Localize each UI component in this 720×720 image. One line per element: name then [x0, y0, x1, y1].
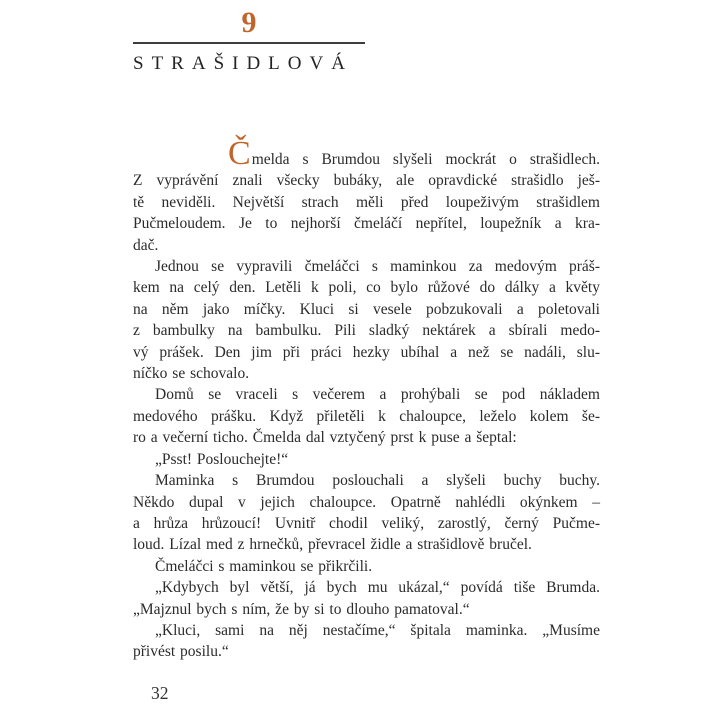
page-content [133, 8, 600, 663]
chapter-title: STRAŠIDLOVÁ [133, 53, 353, 74]
text-line: tě neviděli. Největší strach měli před loupeživým strašidlem [133, 193, 600, 211]
paragraph [133, 470, 600, 556]
text-line: „Kdybych byl větší, já bych mu ukázal,“ povídá tiše Brumda. [155, 579, 600, 597]
chapter-body [133, 135, 600, 663]
paragraph [133, 384, 600, 448]
text-line: Jednou se vypravili čmeláčci s maminkou za medovým práš- [155, 258, 600, 276]
paragraph [133, 256, 600, 384]
text-line: Čmeláčci s maminkou se přikrčili. [155, 557, 373, 575]
text-line: vý prášek. Den jim při práci hezky ubíhal a než se nadáli, slu- [133, 343, 600, 361]
text-line-with-initial [133, 135, 600, 172]
chapter-divider-rule [133, 42, 365, 44]
text-line: Někdo dupal v jejich chaloupce. Opatrně nahlédli okýnkem – [133, 493, 600, 511]
text-line: „Psst! Poslouchejte!“ [155, 450, 289, 468]
text-line: melda s Brumdou slyšeli mockrát o strašidlech. [251, 151, 600, 168]
chapter-number: 9 [241, 6, 257, 39]
initial-letter: Č [228, 135, 251, 172]
text-line: Pučmeloudem. Je to nejhorší čmeláčí nepřítel, loupežník a kra- [133, 215, 600, 233]
text-line: loud. Lízal med z hrnečků, převracel židle a strašidlově bručel. [133, 536, 532, 554]
text-line: níčko se schovalo. [133, 365, 250, 383]
paragraph-dialogue [133, 577, 600, 620]
text-line: „Kluci, sami na něj nestačíme,“ špitala maminka. „Musíme [155, 621, 600, 639]
text-line: ro a večerní ticho. Čmelda dal vztyčený prst k puse a šeptal: [133, 429, 517, 447]
text-line: přivést posilu.“ [133, 643, 229, 661]
paragraph-dialogue [133, 620, 600, 663]
text-line: kem na celý den. Letěli k poli, co bylo růžové do dálky a květy [133, 279, 600, 297]
paragraph-dialogue [133, 449, 600, 470]
text-line: Z vyprávění znali všecky bubáky, ale opravdické strašidlo ješ- [133, 172, 600, 190]
text-line: medového prášku. Když přiletěli k chaloupce, leželo kolem še- [133, 407, 600, 425]
text-line: Maminka s Brumdou poslouchali a slyšeli buchy buchy. [155, 472, 600, 490]
paragraph [133, 556, 600, 577]
text-line: z bambulky na bambulku. Pili sladký nektárek a sbírali medo- [133, 322, 600, 340]
text-line: na něm jako míčky. Kluci si vesele pobzukovali a poletovali [133, 300, 600, 318]
text-line: Domů se vraceli s večerem a prohýbali se pod nákladem [155, 386, 600, 404]
paragraph-opening [133, 135, 600, 256]
page-number: 32 [151, 683, 169, 703]
text-line: dač. [133, 236, 159, 254]
chapter-header [133, 8, 365, 75]
text-line: a hrůza hrůzoucí! Uvnitř chodil veliký, zarostlý, černý Pučme- [133, 514, 600, 532]
text-line: „Majznul bych s ním, že by si to dlouho pamatoval.“ [133, 600, 470, 618]
